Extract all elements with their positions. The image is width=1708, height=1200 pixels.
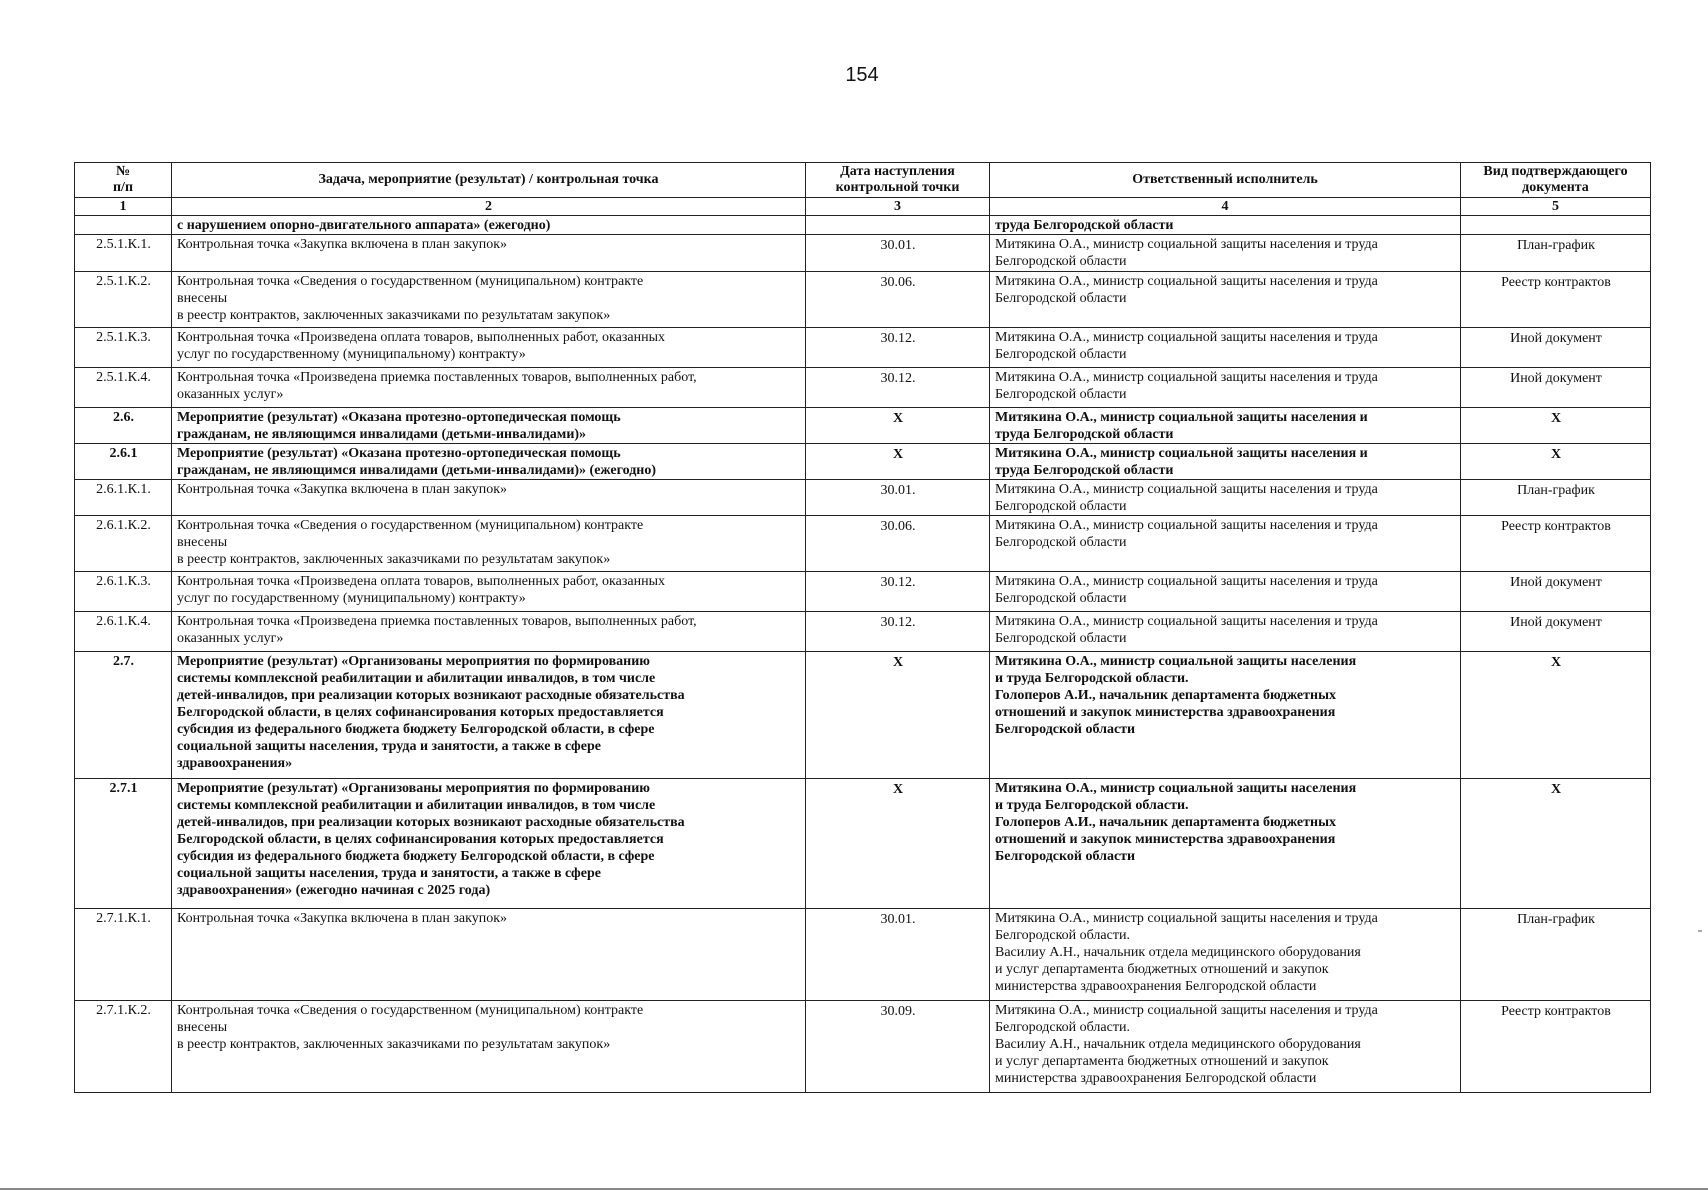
row-number-cell: 2.6.1.К.4. xyxy=(75,612,172,652)
document-type-cell: Иной документ xyxy=(1461,368,1651,408)
column-number: 4 xyxy=(990,198,1461,216)
table-row xyxy=(75,480,1651,516)
row-number-cell: 2.7. xyxy=(75,652,172,779)
task-cell: Контрольная точка «Закупка включена в план закупок» xyxy=(172,235,806,272)
date-cell: X xyxy=(806,779,990,909)
scan-bottom-edge xyxy=(0,1188,1708,1190)
executor-cell: Митякина О.А., министр социальной защиты населения и труда Белгородской области xyxy=(990,235,1461,272)
table-row xyxy=(75,272,1651,328)
document-type-cell: X xyxy=(1461,652,1651,779)
table-row xyxy=(75,652,1651,779)
row-number-cell: 2.6.1.К.2. xyxy=(75,516,172,572)
executor-cell: Митякина О.А., министр социальной защиты населения и труда Белгородской области. Василиу А.Н., начальник отдела медицинского оборудования и услуг департамента бюджетных отношений и закупок министерства здравоохранения Белгородской области xyxy=(990,909,1461,1001)
column-number: 3 xyxy=(806,198,990,216)
executor-cell: Митякина О.А., министр социальной защиты населения и труда Белгородской области xyxy=(990,444,1461,480)
header-num: № п/п xyxy=(75,163,172,198)
executor-cell: Митякина О.А., министр социальной защиты населения и труда Белгородской области xyxy=(990,612,1461,652)
task-cell: Контрольная точка «Закупка включена в план закупок» xyxy=(172,480,806,516)
plan-table-container xyxy=(74,162,1650,1093)
table-row xyxy=(75,444,1651,480)
row-number-cell: 2.6.1 xyxy=(75,444,172,480)
date-cell: 30.01. xyxy=(806,480,990,516)
executor-cell: Митякина О.А., министр социальной защиты населения и труда Белгородской области. Василиу А.Н., начальник отдела медицинского оборудования и услуг департамента бюджетных отношений и закупок министерства здравоохранения Белгородской области xyxy=(990,1001,1461,1093)
task-cell: Контрольная точка «Сведения о государственном (муниципальном) контракте внесены в реестр контрактов, заключенных заказчиками по результатам закупок» xyxy=(172,272,806,328)
row-number-cell: 2.7.1.К.2. xyxy=(75,1001,172,1093)
date-cell: X xyxy=(806,444,990,480)
executor-cell: труда Белгородской области xyxy=(990,216,1461,235)
date-cell: X xyxy=(806,408,990,444)
page-number: 154 xyxy=(845,64,879,86)
date-cell: 30.01. xyxy=(806,235,990,272)
task-cell: с нарушением опорно-двигательного аппарата» (ежегодно) xyxy=(172,216,806,235)
table-row xyxy=(75,1001,1651,1093)
header-executor: Ответственный исполнитель xyxy=(990,163,1461,198)
executor-cell: Митякина О.А., министр социальной защиты населения и труда Белгородской области xyxy=(990,408,1461,444)
executor-cell: Митякина О.А., министр социальной защиты населения и труда Белгородской области. Голоперов А.И., начальник департамента бюджетных отношений и закупок министерства здравоохранения Белгородской области xyxy=(990,779,1461,909)
executor-cell: Митякина О.А., министр социальной защиты населения и труда Белгородской области xyxy=(990,572,1461,612)
row-number-cell: 2.7.1 xyxy=(75,779,172,909)
table-row xyxy=(75,779,1651,909)
row-number-cell xyxy=(75,216,172,235)
document-type-cell: Реестр контрактов xyxy=(1461,272,1651,328)
date-cell: 30.12. xyxy=(806,328,990,368)
table-row xyxy=(75,368,1651,408)
date-cell: 30.06. xyxy=(806,516,990,572)
executor-cell: Митякина О.А., министр социальной защиты населения и труда Белгородской области xyxy=(990,516,1461,572)
row-number-cell: 2.6.1.К.1. xyxy=(75,480,172,516)
table-body xyxy=(75,216,1651,1093)
table-row xyxy=(75,408,1651,444)
executor-cell: Митякина О.А., министр социальной защиты населения и труда Белгородской области xyxy=(990,272,1461,328)
scan-mark xyxy=(1698,930,1702,932)
document-type-cell: Иной документ xyxy=(1461,572,1651,612)
date-cell: 30.01. xyxy=(806,909,990,1001)
date-cell: 30.09. xyxy=(806,1001,990,1093)
row-number-cell: 2.5.1.К.1. xyxy=(75,235,172,272)
row-number-cell: 2.5.1.К.2. xyxy=(75,272,172,328)
date-cell xyxy=(806,216,990,235)
task-cell: Контрольная точка «Произведена приемка поставленных товаров, выполненных работ, оказанных услуг» xyxy=(172,612,806,652)
document-type-cell: Иной документ xyxy=(1461,328,1651,368)
task-cell: Контрольная точка «Сведения о государственном (муниципальном) контракте внесены в реестр контрактов, заключенных заказчиками по результатам закупок» xyxy=(172,1001,806,1093)
table-row xyxy=(75,909,1651,1001)
task-cell: Контрольная точка «Произведена приемка поставленных товаров, выполненных работ, оказанных услуг» xyxy=(172,368,806,408)
table-row xyxy=(75,572,1651,612)
row-number-cell: 2.7.1.К.1. xyxy=(75,909,172,1001)
task-cell: Контрольная точка «Закупка включена в план закупок» xyxy=(172,909,806,1001)
table-row xyxy=(75,328,1651,368)
header-task: Задача, мероприятие (результат) / контрольная точка xyxy=(172,163,806,198)
header-doc: Вид подтверждающего документа xyxy=(1461,163,1651,198)
task-cell: Мероприятие (результат) «Организованы мероприятия по формированию системы комплексной реабилитации и абилитации инвалидов, в том числе детей-инвалидов, при реализации которых возникают расходные обязательства Белгородской области, в целях софинансирования которых предоставляется субсидия из федерального бюджета бюджету Белгородской области, в сфере социальной защиты населения, труда и занятости, а также в сфере здравоохранения» (ежегодно начиная с 2025 года) xyxy=(172,779,806,909)
document-type-cell xyxy=(1461,216,1651,235)
date-cell: 30.12. xyxy=(806,572,990,612)
date-cell: 30.12. xyxy=(806,368,990,408)
date-cell: X xyxy=(806,652,990,779)
column-number: 1 xyxy=(75,198,172,216)
document-type-cell: X xyxy=(1461,779,1651,909)
document-type-cell: Реестр контрактов xyxy=(1461,1001,1651,1093)
task-cell: Мероприятие (результат) «Оказана протезно-ортопедическая помощь гражданам, не являющимся инвалидами (детьми-инвалидами)» xyxy=(172,408,806,444)
table-row xyxy=(75,216,1651,235)
document-type-cell: План-график xyxy=(1461,480,1651,516)
document-type-cell: Реестр контрактов xyxy=(1461,516,1651,572)
task-cell: Контрольная точка «Сведения о государственном (муниципальном) контракте внесены в реестр контрактов, заключенных заказчиками по результатам закупок» xyxy=(172,516,806,572)
task-cell: Мероприятие (результат) «Организованы мероприятия по формированию системы комплексной реабилитации и абилитации инвалидов, в том числе детей-инвалидов, при реализации которых возникают расходные обязательства Белгородской области, в целях софинансирования которых предоставляется субсидия из федерального бюджета бюджету Белгородской области, в сфере социальной защиты населения, труда и занятости, а также в сфере здравоохранения» xyxy=(172,652,806,779)
task-cell: Контрольная точка «Произведена оплата товаров, выполненных работ, оказанных услуг по государственному (муниципальному) контракту» xyxy=(172,328,806,368)
date-cell: 30.12. xyxy=(806,612,990,652)
header-row xyxy=(75,163,1651,198)
table-row xyxy=(75,235,1651,272)
table-row xyxy=(75,516,1651,572)
row-number-cell: 2.5.1.К.3. xyxy=(75,328,172,368)
column-number: 5 xyxy=(1461,198,1651,216)
row-number-cell: 2.5.1.К.4. xyxy=(75,368,172,408)
executor-cell: Митякина О.А., министр социальной защиты населения и труда Белгородской области xyxy=(990,368,1461,408)
plan-table xyxy=(74,162,1651,1093)
task-cell: Контрольная точка «Произведена оплата товаров, выполненных работ, оказанных услуг по государственному (муниципальному) контракту» xyxy=(172,572,806,612)
document-type-cell: Иной документ xyxy=(1461,612,1651,652)
executor-cell: Митякина О.А., министр социальной защиты населения и труда Белгородской области xyxy=(990,480,1461,516)
table-row xyxy=(75,612,1651,652)
document-type-cell: X xyxy=(1461,408,1651,444)
header-date: Дата наступления контрольной точки xyxy=(806,163,990,198)
document-type-cell: План-график xyxy=(1461,235,1651,272)
task-cell: Мероприятие (результат) «Оказана протезно-ортопедическая помощь гражданам, не являющимся инвалидами (детьми-инвалидами)» (ежегодно) xyxy=(172,444,806,480)
date-cell: 30.06. xyxy=(806,272,990,328)
column-number: 2 xyxy=(172,198,806,216)
executor-cell: Митякина О.А., министр социальной защиты населения и труда Белгородской области xyxy=(990,328,1461,368)
document-type-cell: X xyxy=(1461,444,1651,480)
column-number-row xyxy=(75,198,1651,216)
row-number-cell: 2.6. xyxy=(75,408,172,444)
document-type-cell: План-график xyxy=(1461,909,1651,1001)
row-number-cell: 2.6.1.К.3. xyxy=(75,572,172,612)
executor-cell: Митякина О.А., министр социальной защиты населения и труда Белгородской области. Голоперов А.И., начальник департамента бюджетных отношений и закупок министерства здравоохранения Белгородской области xyxy=(990,652,1461,779)
